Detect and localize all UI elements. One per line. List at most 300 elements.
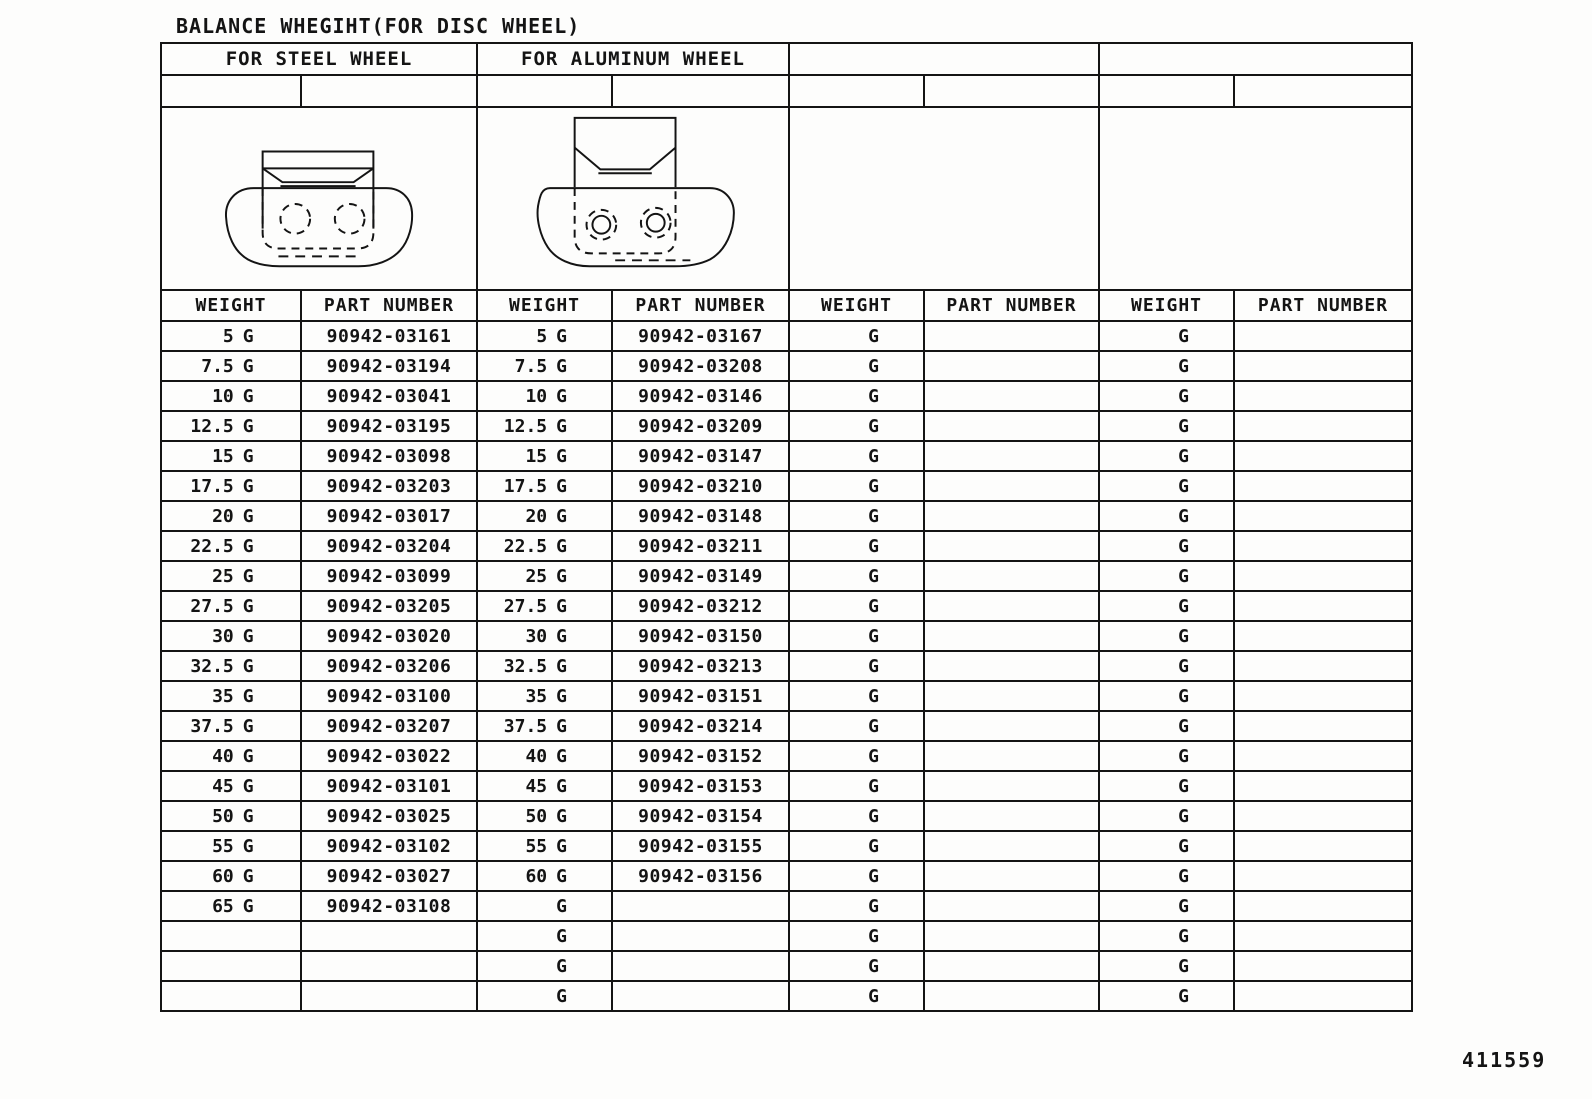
weight-cell-aluminum: [477, 351, 612, 381]
spacer-row: [161, 75, 1412, 107]
weight-value: 20: [525, 505, 548, 527]
weight-unit: G: [868, 715, 879, 737]
part-number-cell-col4: [1234, 471, 1412, 501]
part-number-cell-aluminum: 90942-03214: [612, 711, 789, 741]
column-header-row: [161, 290, 1412, 321]
part-number-cell-col3: [924, 861, 1099, 891]
part-number-cell-aluminum: 90942-03213: [612, 651, 789, 681]
weight-unit: G: [1178, 325, 1189, 347]
weight-value: 35: [212, 685, 234, 707]
weight-unit: G: [1178, 715, 1189, 737]
column-header-weight: WEIGHT: [161, 290, 301, 321]
weight-cell-col4: [1099, 951, 1234, 981]
part-number-cell-col3: [924, 951, 1099, 981]
weight-cell-steel: [161, 381, 301, 411]
weight-value: 22.5: [503, 535, 548, 557]
group-header-steel: FOR STEEL WHEEL: [161, 43, 477, 75]
weight-value: 32.5: [190, 655, 234, 677]
part-number-cell-col4: [1234, 771, 1412, 801]
weight-cell-steel: [161, 711, 301, 741]
weight-value: 40: [212, 745, 234, 767]
part-number-cell-col4: [1234, 951, 1412, 981]
table-row: [161, 981, 1412, 1011]
part-number-cell-col4: [1234, 531, 1412, 561]
part-number-cell-aluminum: [612, 921, 789, 951]
part-number-cell-col3: [924, 501, 1099, 531]
weight-unit: G: [868, 475, 879, 497]
part-number-cell-aluminum: 90942-03211: [612, 531, 789, 561]
weight-cell-aluminum: [477, 921, 612, 951]
weight-cell-col4: [1099, 411, 1234, 441]
part-number-cell-aluminum: 90942-03212: [612, 591, 789, 621]
part-number-cell-steel: 90942-03108: [301, 891, 477, 921]
steel-weight-diagram-cell: [161, 107, 477, 290]
part-number-cell-aluminum: 90942-03156: [612, 861, 789, 891]
weight-unit: G: [556, 535, 567, 557]
weight-unit: G: [242, 865, 254, 887]
weight-unit: G: [868, 595, 879, 617]
table-row: [161, 351, 1412, 381]
table-row: [161, 321, 1412, 351]
weight-unit: G: [1178, 415, 1189, 437]
spacer-cell: [161, 75, 301, 107]
weight-cell-aluminum: [477, 981, 612, 1011]
weight-value: 27.5: [190, 595, 234, 617]
part-number-cell-aluminum: 90942-03146: [612, 381, 789, 411]
part-number-cell-steel: 90942-03207: [301, 711, 477, 741]
weight-unit: G: [242, 805, 254, 827]
weight-cell-steel: [161, 801, 301, 831]
weight-unit: G: [242, 565, 254, 587]
weight-unit: G: [556, 625, 567, 647]
part-number-cell-col3: [924, 381, 1099, 411]
part-number-cell-col4: [1234, 861, 1412, 891]
part-number-cell-col4: [1234, 501, 1412, 531]
weight-cell-col4: [1099, 441, 1234, 471]
weight-value: 25: [525, 565, 548, 587]
weight-unit: G: [1178, 355, 1189, 377]
weight-cell-aluminum: [477, 381, 612, 411]
part-number-cell-aluminum: 90942-03154: [612, 801, 789, 831]
weight-cell-steel: [161, 681, 301, 711]
table-row: [161, 831, 1412, 861]
weight-cell-steel: [161, 591, 301, 621]
weight-unit: G: [1178, 445, 1189, 467]
page-title: BALANCE WHEGIHT(FOR DISC WHEEL): [176, 14, 581, 38]
group-header-row: [161, 43, 1412, 75]
part-number-cell-steel: [301, 921, 477, 951]
part-number-cell-steel: 90942-03161: [301, 321, 477, 351]
weight-cell-steel: [161, 921, 301, 951]
part-number-cell-steel: 90942-03102: [301, 831, 477, 861]
weight-cell-col4: [1099, 321, 1234, 351]
weight-value: 25: [212, 565, 234, 587]
diagram-row: [161, 107, 1412, 290]
weight-value: 22.5: [190, 535, 234, 557]
weight-cell-col3: [789, 981, 924, 1011]
weight-cell-col4: [1099, 381, 1234, 411]
weight-unit: G: [242, 445, 254, 467]
part-number-cell-aluminum: 90942-03153: [612, 771, 789, 801]
weight-cell-steel: [161, 651, 301, 681]
weight-value: 15: [525, 445, 548, 467]
weight-cell-aluminum: [477, 711, 612, 741]
weight-cell-aluminum: [477, 621, 612, 651]
weight-unit: G: [556, 475, 567, 497]
weight-unit: G: [868, 865, 879, 887]
weight-cell-aluminum: [477, 651, 612, 681]
part-number-cell-col3: [924, 651, 1099, 681]
weight-value: 27.5: [503, 595, 548, 617]
weight-unit: G: [242, 385, 254, 407]
part-number-cell-steel: 90942-03203: [301, 471, 477, 501]
weight-value: 12.5: [190, 415, 234, 437]
part-number-cell-aluminum: 90942-03210: [612, 471, 789, 501]
weight-unit: G: [242, 835, 254, 857]
weight-unit: G: [868, 925, 879, 947]
part-number-cell-aluminum: 90942-03209: [612, 411, 789, 441]
weight-unit: G: [242, 655, 254, 677]
weight-cell-col3: [789, 501, 924, 531]
part-number-cell-steel: [301, 951, 477, 981]
weight-cell-col3: [789, 801, 924, 831]
weight-unit: G: [1178, 925, 1189, 947]
weight-cell-aluminum: [477, 531, 612, 561]
weight-cell-col4: [1099, 741, 1234, 771]
weight-unit: G: [868, 895, 879, 917]
part-number-cell-col4: [1234, 351, 1412, 381]
weight-cell-col4: [1099, 831, 1234, 861]
table-row: [161, 801, 1412, 831]
part-number-cell-aluminum: 90942-03150: [612, 621, 789, 651]
weight-cell-steel: [161, 411, 301, 441]
part-number-cell-col3: [924, 981, 1099, 1011]
part-number-cell-steel: 90942-03098: [301, 441, 477, 471]
weight-unit: G: [556, 445, 567, 467]
weight-cell-col3: [789, 771, 924, 801]
weight-unit: G: [1178, 685, 1189, 707]
part-number-cell-col4: [1234, 921, 1412, 951]
part-number-cell-steel: 90942-03017: [301, 501, 477, 531]
weight-unit: G: [242, 625, 254, 647]
weight-unit: G: [1178, 955, 1189, 977]
weight-cell-steel: [161, 501, 301, 531]
group-header-aluminum: FOR ALUMINUM WHEEL: [477, 43, 789, 75]
part-number-cell-col4: [1234, 381, 1412, 411]
weight-unit: G: [242, 745, 254, 767]
weight-cell-col4: [1099, 891, 1234, 921]
group-header-col3: [789, 43, 1099, 75]
weight-value: 37.5: [503, 715, 548, 737]
weight-cell-aluminum: [477, 861, 612, 891]
weight-cell-col3: [789, 921, 924, 951]
part-number-cell-col3: [924, 321, 1099, 351]
weight-unit: G: [868, 355, 879, 377]
weight-value: 55: [525, 835, 548, 857]
weight-unit: G: [242, 595, 254, 617]
table-row: [161, 771, 1412, 801]
weight-unit: G: [556, 385, 567, 407]
table-row: [161, 711, 1412, 741]
weight-cell-col4: [1099, 591, 1234, 621]
weight-cell-aluminum: [477, 321, 612, 351]
weight-unit: G: [556, 595, 567, 617]
column-header-part-number: PART NUMBER: [612, 290, 789, 321]
weight-cell-aluminum: [477, 801, 612, 831]
part-number-cell-col4: [1234, 831, 1412, 861]
part-number-cell-col4: [1234, 711, 1412, 741]
weight-unit: G: [556, 955, 567, 977]
weight-unit: G: [556, 715, 567, 737]
part-number-cell-steel: 90942-03022: [301, 741, 477, 771]
part-number-cell-col3: [924, 741, 1099, 771]
weight-unit: G: [868, 745, 879, 767]
part-number-cell-steel: 90942-03100: [301, 681, 477, 711]
weight-unit: G: [556, 895, 567, 917]
weight-unit: G: [242, 685, 254, 707]
weight-unit: G: [868, 985, 879, 1007]
weight-unit: G: [1178, 775, 1189, 797]
part-number-cell-col4: [1234, 591, 1412, 621]
weight-value: 20: [212, 505, 234, 527]
weight-unit: G: [1178, 895, 1189, 917]
part-number-cell-aluminum: 90942-03147: [612, 441, 789, 471]
part-number-cell-col3: [924, 621, 1099, 651]
weight-unit: G: [556, 655, 567, 677]
part-number-cell-col3: [924, 471, 1099, 501]
weight-value: 50: [525, 805, 548, 827]
weight-cell-col3: [789, 861, 924, 891]
weight-cell-steel: [161, 351, 301, 381]
part-number-cell-steel: 90942-03195: [301, 411, 477, 441]
table-row: [161, 651, 1412, 681]
weight-value: 65: [212, 895, 234, 917]
weight-value: 5: [222, 325, 234, 347]
weight-unit: G: [242, 475, 254, 497]
weight-unit: G: [1178, 565, 1189, 587]
diagram-cell-empty: [1099, 107, 1412, 290]
weight-unit: G: [1178, 655, 1189, 677]
weight-unit: G: [868, 625, 879, 647]
weight-unit: G: [868, 445, 879, 467]
table-row: [161, 861, 1412, 891]
weight-unit: G: [1178, 985, 1189, 1007]
weight-value: 50: [212, 805, 234, 827]
table-row: [161, 621, 1412, 651]
weight-cell-aluminum: [477, 741, 612, 771]
weight-unit: G: [556, 325, 567, 347]
weight-cell-col3: [789, 621, 924, 651]
part-number-cell-col3: [924, 411, 1099, 441]
part-number-cell-aluminum: [612, 981, 789, 1011]
weight-value: 30: [525, 625, 548, 647]
table-row: [161, 381, 1412, 411]
table-row: [161, 501, 1412, 531]
weight-cell-col4: [1099, 621, 1234, 651]
weight-cell-steel: [161, 531, 301, 561]
spacer-cell: [301, 75, 477, 107]
part-number-cell-aluminum: 90942-03152: [612, 741, 789, 771]
part-number-cell-col3: [924, 831, 1099, 861]
weight-unit: G: [242, 535, 254, 557]
weight-cell-aluminum: [477, 501, 612, 531]
weight-cell-col3: [789, 561, 924, 591]
weight-unit: G: [1178, 625, 1189, 647]
table-row: [161, 531, 1412, 561]
weight-cell-aluminum: [477, 591, 612, 621]
spacer-cell: [789, 75, 924, 107]
weight-unit: G: [556, 925, 567, 947]
weight-cell-aluminum: [477, 441, 612, 471]
part-number-cell-steel: 90942-03206: [301, 651, 477, 681]
weight-unit: G: [242, 505, 254, 527]
weight-value: 40: [525, 745, 548, 767]
table-row: [161, 471, 1412, 501]
part-number-cell-col3: [924, 561, 1099, 591]
weight-cell-col3: [789, 531, 924, 561]
weight-unit: G: [868, 685, 879, 707]
weight-value: 60: [212, 865, 234, 887]
steel-wheel-weight-diagram: [162, 110, 476, 289]
weight-cell-col3: [789, 831, 924, 861]
weight-cell-steel: [161, 471, 301, 501]
weight-value: 55: [212, 835, 234, 857]
weight-value: 10: [212, 385, 234, 407]
weight-cell-steel: [161, 861, 301, 891]
part-number-cell-col4: [1234, 411, 1412, 441]
part-number-cell-steel: 90942-03204: [301, 531, 477, 561]
weight-unit: G: [242, 775, 254, 797]
weight-cell-col4: [1099, 351, 1234, 381]
part-number-cell-aluminum: [612, 951, 789, 981]
weight-unit: G: [242, 355, 254, 377]
aluminum-weight-diagram-cell: [477, 107, 789, 290]
weight-cell-steel: [161, 771, 301, 801]
aluminum-wheel-weight-diagram: [478, 110, 788, 289]
weight-value: 30: [212, 625, 234, 647]
weight-unit: G: [556, 415, 567, 437]
weight-value: 45: [212, 775, 234, 797]
weight-cell-col4: [1099, 471, 1234, 501]
part-number-cell-col4: [1234, 561, 1412, 591]
weight-cell-col4: [1099, 921, 1234, 951]
part-number-cell-steel: 90942-03025: [301, 801, 477, 831]
part-number-cell-aluminum: 90942-03155: [612, 831, 789, 861]
weight-cell-col3: [789, 351, 924, 381]
weight-cell-aluminum: [477, 471, 612, 501]
weight-cell-aluminum: [477, 561, 612, 591]
weight-unit: G: [242, 415, 254, 437]
spacer-cell: [477, 75, 612, 107]
table-row: [161, 951, 1412, 981]
weight-cell-col3: [789, 591, 924, 621]
weight-unit: G: [556, 745, 567, 767]
weight-unit: G: [242, 715, 254, 737]
part-number-cell-aluminum: 90942-03149: [612, 561, 789, 591]
weight-cell-col4: [1099, 801, 1234, 831]
weight-cell-col4: [1099, 531, 1234, 561]
weight-unit: G: [242, 325, 254, 347]
weight-cell-aluminum: [477, 951, 612, 981]
spacer-cell: [1099, 75, 1234, 107]
part-number-cell-col3: [924, 921, 1099, 951]
group-header-col4: [1099, 43, 1412, 75]
weight-value: 32.5: [503, 655, 548, 677]
part-number-cell-col4: [1234, 651, 1412, 681]
weight-cell-aluminum: [477, 411, 612, 441]
weight-value: 12.5: [503, 415, 548, 437]
weight-cell-col3: [789, 441, 924, 471]
weight-cell-col3: [789, 711, 924, 741]
weight-cell-steel: [161, 741, 301, 771]
weight-unit: G: [868, 805, 879, 827]
column-header-part-number: PART NUMBER: [301, 290, 477, 321]
weight-unit: G: [868, 535, 879, 557]
weight-unit: G: [556, 355, 567, 377]
part-number-cell-aluminum: 90942-03148: [612, 501, 789, 531]
weight-unit: G: [868, 385, 879, 407]
weight-value: 17.5: [503, 475, 548, 497]
weight-unit: G: [1178, 745, 1189, 767]
weight-cell-col3: [789, 411, 924, 441]
spacer-cell: [1234, 75, 1412, 107]
weight-cell-col4: [1099, 861, 1234, 891]
weight-cell-col4: [1099, 681, 1234, 711]
weight-cell-col4: [1099, 501, 1234, 531]
part-number-cell-steel: 90942-03205: [301, 591, 477, 621]
weight-unit: G: [868, 415, 879, 437]
part-number-cell-col3: [924, 531, 1099, 561]
weight-value: 45: [525, 775, 548, 797]
weight-unit: G: [556, 505, 567, 527]
part-number-cell-steel: [301, 981, 477, 1011]
diagram-cell-empty: [789, 107, 1099, 290]
part-number-cell-col4: [1234, 681, 1412, 711]
weight-unit: G: [868, 505, 879, 527]
weight-unit: G: [556, 865, 567, 887]
weight-value: 17.5: [190, 475, 234, 497]
weight-unit: G: [1178, 535, 1189, 557]
weight-cell-aluminum: [477, 831, 612, 861]
weight-unit: G: [868, 955, 879, 977]
column-header-part-number: PART NUMBER: [1234, 290, 1412, 321]
table-row: [161, 921, 1412, 951]
part-number-cell-steel: 90942-03027: [301, 861, 477, 891]
part-number-cell-col3: [924, 441, 1099, 471]
weight-unit: G: [868, 655, 879, 677]
part-number-cell-steel: 90942-03194: [301, 351, 477, 381]
part-number-cell-aluminum: [612, 891, 789, 921]
weight-cell-col4: [1099, 711, 1234, 741]
column-header-part-number: PART NUMBER: [924, 290, 1099, 321]
weight-unit: G: [1178, 385, 1189, 407]
weight-value: 35: [525, 685, 548, 707]
part-number-cell-col3: [924, 591, 1099, 621]
weight-cell-steel: [161, 441, 301, 471]
weight-unit: G: [1178, 475, 1189, 497]
weight-unit: G: [556, 685, 567, 707]
weight-cell-aluminum: [477, 681, 612, 711]
part-number-cell-steel: 90942-03101: [301, 771, 477, 801]
part-number-cell-col3: [924, 771, 1099, 801]
weight-unit: G: [868, 565, 879, 587]
part-number-cell-col4: [1234, 441, 1412, 471]
document-number: 411559: [1462, 1048, 1547, 1072]
part-number-cell-aluminum: 90942-03167: [612, 321, 789, 351]
weight-value: 15: [212, 445, 234, 467]
weight-cell-col3: [789, 951, 924, 981]
weight-value: 37.5: [190, 715, 234, 737]
